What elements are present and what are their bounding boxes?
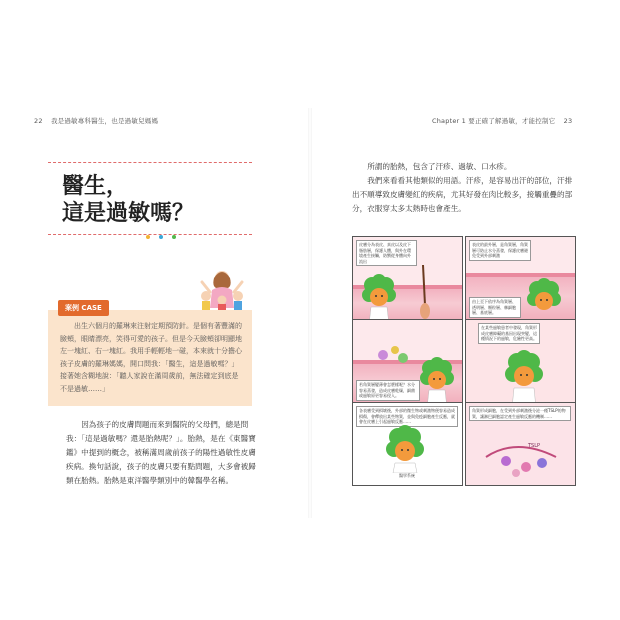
case-label: 案例 CASE — [58, 300, 109, 316]
comic-panel-4 — [465, 319, 576, 409]
page-title — [62, 173, 194, 227]
left-running-title: 我是過敏專科醫生，也是過敏兒媽媽 — [50, 117, 159, 125]
panel-2-caption: 表皮的最外層，是角質層，角質層可防止水分蒸發，保護皮膚避免受到外部刺激 — [469, 240, 531, 261]
panel-4-caption: 在某些過敏患者中發現，角質形成皮膚障礙的基因出現突變，這種情況下的過敏，危險性更高。 — [478, 323, 540, 344]
right-page-number: 23 — [563, 117, 573, 125]
tslp-label: TSLP — [528, 443, 541, 449]
right-body-paragraph-2: 我們來看看其他類似的用語。汗疹，是容易出汗的部位，汗排出不順導致皮膚變紅的疾病，尤其好發在肉比較多，接觸重疊的部分，衣服穿太多太熱時也會產生。 — [352, 176, 573, 213]
hair-follicle-drawing — [403, 265, 443, 325]
family-illustration — [196, 268, 248, 314]
panel-5-caption: 各表膚受到損壞後，外部的微生物或刺激物便容易造成損傷，會釋放出某些物質，並與免疫細胞產生反應，就會在皮膚上引起過敏反應…… — [356, 406, 458, 427]
panel-3-caption: 若角質層變薄會怎麼樣呢？水分容易蒸發，造成皮膚乾燥，細菌或過敏原更容易侵入。 — [356, 380, 420, 401]
comic-panel-6 — [465, 402, 576, 486]
left-body-paragraph: 因為孩子的皮膚問題而來到醫院的父母們，總是問我：「這是過敏嗎？還是胎熱呢？」。胎熱，是在《東醫寶鑑》中提到的概念，被稱滿周歲前孩子的陽性過敏性皮膚疾病。換句話說，孩子的皮膚只要有點問題，大多會被歸類在胎熱。胎熱是東洋醫學類別中的韓醫學名稱。 — [66, 420, 256, 485]
bacteria-drawing — [373, 340, 413, 370]
mascot-doctor — [359, 273, 399, 325]
left-running-head — [28, 116, 158, 125]
title-top-rule — [48, 162, 252, 163]
title-line-2: 這是過敏嗎？ — [62, 200, 195, 226]
tslp-diagram — [476, 427, 566, 483]
panel-2-layer-caption: 由上至下依序為角質層、透明層、顆粒層、棘細胞層、基底層。 — [469, 297, 521, 318]
mascot-doctor — [524, 277, 564, 325]
right-running-head — [432, 116, 578, 125]
right-body — [352, 160, 577, 216]
right-body-paragraph-1: 所謂的胎熱，包含了汗疹、過敏、口水疹。 — [367, 162, 512, 171]
comic-panel-1 — [352, 236, 463, 326]
mascot-doctor — [383, 425, 427, 473]
comic-panel-3 — [352, 319, 463, 409]
comic-panel-2 — [465, 236, 576, 326]
book-gutter — [308, 108, 312, 518]
panel-6-caption: 角質形成細胞，在受到外部刺激後分泌一種TSLP的物質，讓淋巴細胞認定產生過敏反應的機制…… — [469, 406, 571, 421]
title-line-1: 醫生， — [62, 173, 129, 199]
mascot-doctor — [417, 356, 457, 408]
title-bottom-rule — [48, 234, 252, 235]
right-running-title: Chapter 1 要正確了解過敏，才能控制它 — [432, 117, 556, 125]
case-text: 出生六個月的羅琳來注射定期預防針。是個有著豐滿的臉頰，眼睛漂亮，笑得可愛的孩子。但是今天臉頰卻明顯地左一塊紅、右一塊紅。我用手輕輕地一碰，本來就十分擔心孩子皮膚的羅琳媽媽，開口問我：「醫生，這是過敏嗎？」接著她含糊地說：「聽人家說在滿周歲前，無法確定到底是不是過敏……」 — [60, 322, 242, 393]
panel-1-caption: 皮膚分為表皮、真皮以及皮下脂肪層，保護人體，與外在環境產生接觸，防禦從身體向外流出 — [356, 240, 417, 266]
mascot-doctor — [502, 350, 546, 408]
comic-panel-5 — [352, 402, 463, 486]
doctor-badge-label: 醫學系統 — [399, 473, 415, 478]
left-page-number: 22 — [34, 117, 43, 125]
chapter-title-block — [48, 162, 252, 234]
